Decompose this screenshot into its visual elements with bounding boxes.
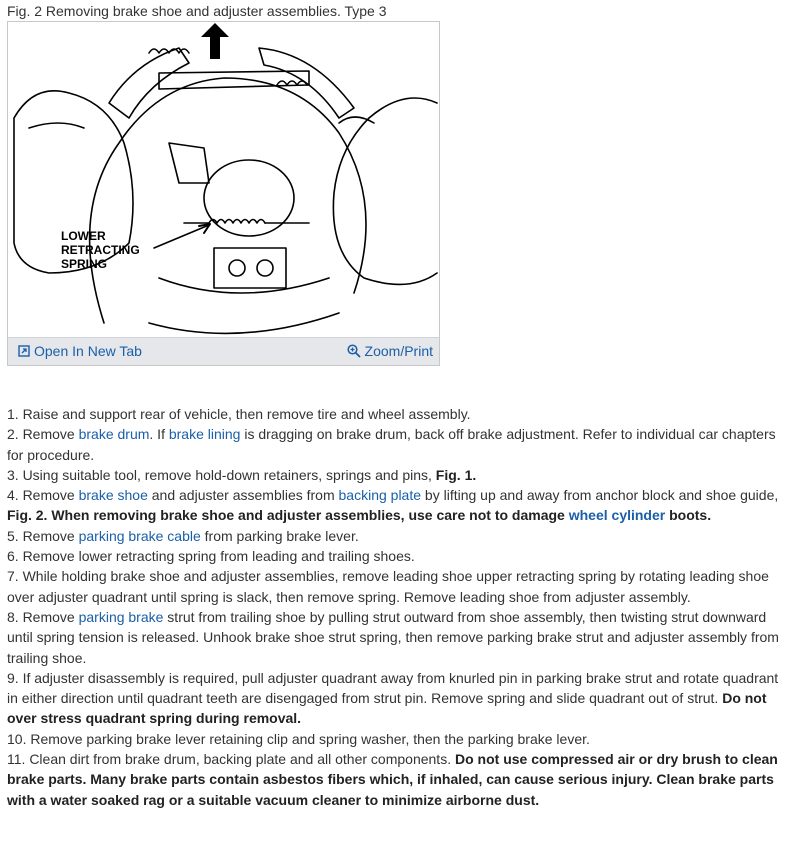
parking-brake-cable-link[interactable]: parking brake cable bbox=[78, 527, 201, 544]
step-8: 8. Remove parking brake strut from trailing shoe by pulling strut outward from shoe assembly, then twisting strut downward until spring tension is released. Unhook brake shoe strut spring, then remove parking brake strut and adjuster assembly from trailing shoe. bbox=[7, 608, 779, 666]
wheel-cylinder-link[interactable]: wheel cylinder bbox=[568, 507, 666, 524]
zoom-icon bbox=[347, 344, 361, 358]
step-2: 2. Remove brake drum. If brake lining is dragging on brake drum, back off brake adjustment. Refer to individual car chapters for procedure. bbox=[7, 426, 776, 463]
zoom-print-link[interactable] bbox=[347, 343, 433, 359]
backing-plate-link[interactable]: backing plate bbox=[338, 487, 422, 504]
figure-container bbox=[7, 21, 440, 366]
step-6: 6. Remove lower retracting spring from leading and trailing shoes. bbox=[7, 548, 415, 565]
diagram-label-line3: SPRING bbox=[61, 257, 108, 271]
step-11: 11. Clean dirt from brake drum, backing plate and all other components. Do not use compressed air or dry brush to clean brake parts. Many brake parts contain asbestos fibers which, if inhaled, can cause serious injury. Clean brake parts with a water soaked rag or a suitable vacuum cleaner to minimize airborne dust. bbox=[7, 751, 778, 808]
figure-toolbar bbox=[8, 337, 439, 365]
step-5: 5. Remove parking brake cable from parking brake lever. bbox=[7, 527, 359, 544]
figure-caption: Fig. 2 Removing brake shoe and adjuster assemblies. Type 3 bbox=[7, 3, 387, 19]
step-4: 4. Remove brake shoe and adjuster assemblies from backing plate by lifting up and away from anchor block and shoe guide, Fig. 2. When removing brake shoe and adjuster assemblies, use care not to damage wheel cylinder boots. bbox=[7, 487, 779, 524]
parking-brake-link[interactable]: parking brake bbox=[78, 608, 164, 625]
step-1: 1. Raise and support rear of vehicle, then remove tire and wheel assembly. bbox=[7, 406, 471, 422]
open-in-new-tab-link[interactable] bbox=[18, 343, 142, 359]
diagram-label-line1: LOWER bbox=[61, 229, 106, 243]
brake-drum-link[interactable]: brake drum bbox=[78, 426, 150, 443]
open-in-new-tab-label: Open In New Tab bbox=[34, 343, 142, 359]
brake-lining-link[interactable]: brake lining bbox=[168, 426, 241, 443]
brake-shoe-link[interactable]: brake shoe bbox=[78, 487, 148, 504]
step-7: 7. While holding brake shoe and adjuster assemblies, remove leading shoe upper retracting spring by rotating leading shoe over adjuster quadrant until spring is slack, then remove spring. Remove leading shoe from adjuster assembly. bbox=[7, 568, 769, 605]
new-tab-icon bbox=[18, 345, 30, 357]
brake-assembly-illustration bbox=[9, 23, 438, 338]
step-9: 9. If adjuster disassembly is required, pull adjuster quadrant away from knurled pin in parking brake strut and rotate quadrant in either direction until quadrant teeth are disengaged from strut pin. Remove spring and slide quadrant out of strut. Do not over stress quadrant spring during removal. bbox=[7, 669, 779, 727]
diagram-label-line2: RETRACTING bbox=[61, 243, 140, 257]
step-3: 3. Using suitable tool, remove hold-down retainers, springs and pins, Fig. 1. bbox=[7, 466, 477, 483]
procedure-steps bbox=[7, 404, 779, 810]
step-10: 10. Remove parking brake lever retaining clip and spring washer, then the parking brake lever. bbox=[7, 730, 590, 747]
zoom-print-label: Zoom/Print bbox=[364, 343, 433, 359]
